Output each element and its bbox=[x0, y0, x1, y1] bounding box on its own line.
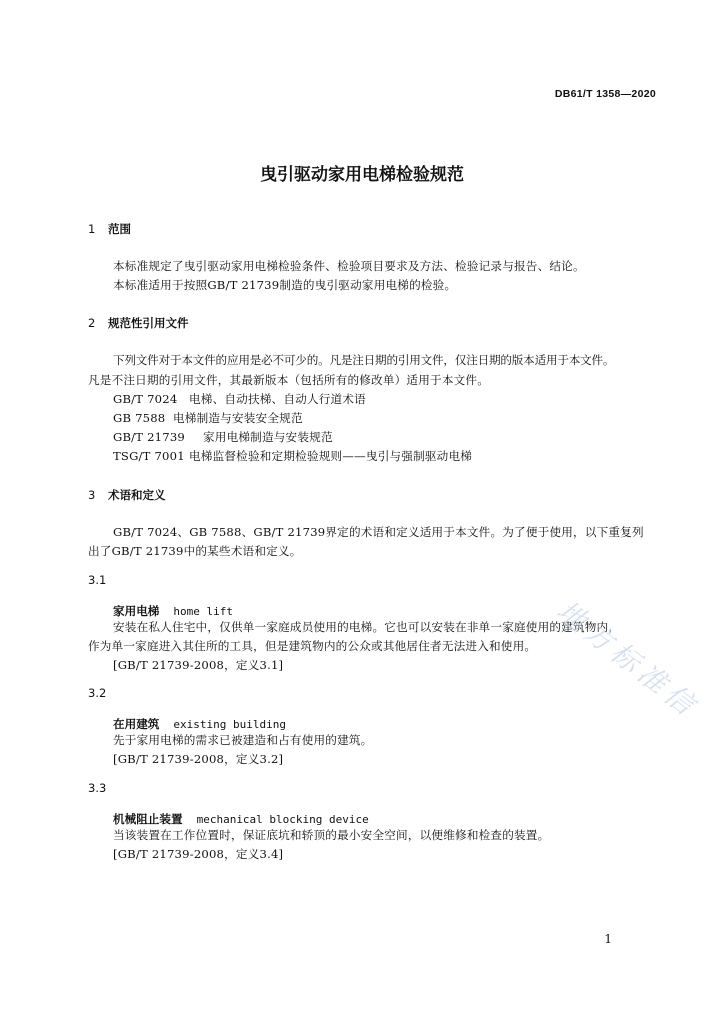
term-definition-line-1: 当该装置在工作位置时，保证底坑和轿顶的最小安全空间，以便维修和检查的装置。 bbox=[113, 828, 550, 842]
section-title: 术语和定义 bbox=[108, 488, 166, 502]
normative-intro-line-2: 凡是不注日期的引用文件，其最新版本（包括所有的修改单）适用于本文件。 bbox=[88, 373, 489, 387]
reference-title: 电梯、自动扶梯、自动人行道术语 bbox=[189, 392, 366, 406]
section-3-heading bbox=[88, 487, 166, 503]
scope-paragraph-1: 本标准规定了曳引驱动家用电梯检验条件、检验项目要求及方法、检验记录与报告、结论。 bbox=[113, 259, 585, 273]
reference-code: GB/T 7024 bbox=[113, 392, 178, 406]
term-chinese: 在用建筑 bbox=[113, 717, 160, 731]
section-number: 1 bbox=[88, 222, 96, 236]
term-source: [GB/T 21739-2008，定义3.2] bbox=[113, 752, 284, 766]
term-heading bbox=[113, 808, 369, 827]
reference-title: 电梯监督检验和定期检验规则——曳引与强制驱动电梯 bbox=[189, 449, 473, 463]
term-definition-line-2: 作为单一家庭进入其住所的工具，但是建筑物内的公众或其他居住者无法进入和使用。 bbox=[88, 639, 537, 653]
reference-item bbox=[113, 429, 333, 445]
scope-paragraph-2: 本标准适用于按照GB/T 21739制造的曳引驱动家用电梯的检验。 bbox=[113, 278, 457, 292]
term-english: existing building bbox=[173, 718, 286, 731]
normative-intro-line-1: 下列文件对于本文件的应用是必不可少的。凡是注日期的引用文件，仅注日期的版本适用于本文件。 bbox=[113, 353, 615, 367]
term-chinese: 机械阻止装置 bbox=[113, 812, 183, 826]
term-number: 3.3 bbox=[88, 781, 107, 795]
terms-intro-line-1: GB/T 7024、GB 7588、GB/T 21739界定的术语和定义适用于本文件。为了便于使用，以下重复列 bbox=[113, 525, 644, 539]
term-english: mechanical blocking device bbox=[196, 813, 369, 826]
reference-code: TSG/T 7001 bbox=[113, 449, 185, 463]
term-english: home lift bbox=[173, 605, 233, 618]
reference-item bbox=[113, 391, 366, 407]
section-title: 范围 bbox=[108, 222, 131, 236]
term-number: 3.2 bbox=[88, 686, 107, 700]
section-title: 规范性引用文件 bbox=[108, 316, 189, 330]
term-chinese: 家用电梯 bbox=[113, 604, 160, 618]
reference-code: GB 7588 bbox=[113, 411, 166, 425]
term-heading bbox=[113, 600, 233, 619]
section-1-heading bbox=[88, 221, 131, 237]
reference-code: GB/T 21739 bbox=[113, 430, 185, 444]
term-heading bbox=[113, 713, 286, 732]
page-number: 1 bbox=[604, 932, 612, 946]
watermark: 地方标准信 bbox=[550, 593, 705, 725]
document-title: 曳引驱动家用电梯检验规范 bbox=[260, 165, 464, 185]
term-number: 3.1 bbox=[88, 573, 107, 587]
terms-intro-line-2: 出了GB/T 21739中的某些术语和定义。 bbox=[88, 544, 302, 558]
section-number: 2 bbox=[88, 316, 96, 330]
reference-item bbox=[113, 448, 472, 464]
reference-title: 电梯制造与安装安全规范 bbox=[173, 411, 303, 425]
section-number: 3 bbox=[88, 488, 96, 502]
reference-title: 家用电梯制造与安装规范 bbox=[203, 430, 333, 444]
term-definition-line-1: 安装在私人住宅中，仅供单一家庭成员使用的电梯。它也可以安装在非单一家庭使用的建筑物内， bbox=[113, 620, 621, 634]
term-definition-line-1: 先于家用电梯的需求已被建造和占有使用的建筑。 bbox=[113, 733, 373, 747]
term-source: [GB/T 21739-2008，定义3.1] bbox=[113, 658, 284, 672]
section-2-heading bbox=[88, 315, 189, 331]
standard-code-header: DB61/T 1358—2020 bbox=[554, 88, 656, 100]
reference-item bbox=[113, 410, 303, 426]
term-source: [GB/T 21739-2008，定义3.4] bbox=[113, 847, 284, 861]
